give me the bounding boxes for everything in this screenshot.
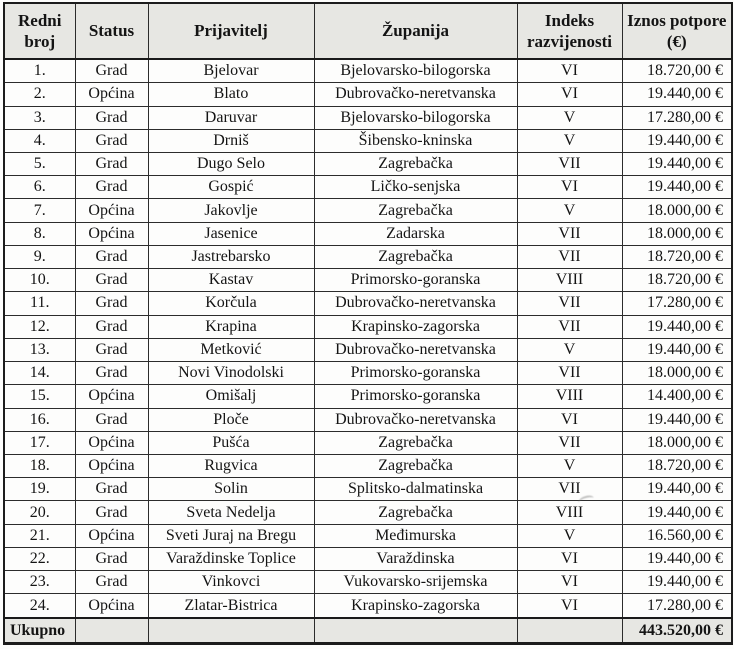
cell-status: Grad <box>75 315 148 338</box>
cell-iznos: 16.560,00 € <box>622 524 732 547</box>
cell-indeks: V <box>517 338 622 361</box>
cell-redni-broj: 5. <box>4 152 75 175</box>
cell-iznos: 19.440,00 € <box>622 83 732 106</box>
total-empty-prijavitelj <box>148 618 314 644</box>
cell-redni-broj: 14. <box>4 362 75 385</box>
cell-indeks: VII <box>517 362 622 385</box>
cell-prijavitelj: Metković <box>148 338 314 361</box>
cell-prijavitelj: Bjelovar <box>148 59 314 83</box>
cell-status: Općina <box>75 385 148 408</box>
table-row <box>4 408 732 431</box>
cell-redni-broj: 15. <box>4 385 75 408</box>
cell-zupanija: Bjelovarsko-bilogorska <box>314 106 517 129</box>
cell-iznos: 17.280,00 € <box>622 594 732 618</box>
cell-zupanija: Krapinsko-zagorska <box>314 594 517 618</box>
cell-iznos: 19.440,00 € <box>622 176 732 199</box>
cell-iznos: 18.720,00 € <box>622 59 732 83</box>
table-header <box>4 3 732 59</box>
cell-zupanija: Dubrovačko-neretvanska <box>314 292 517 315</box>
cell-redni-broj: 16. <box>4 408 75 431</box>
cell-indeks: V <box>517 106 622 129</box>
cell-indeks: VII <box>517 222 622 245</box>
cell-indeks: VII <box>517 245 622 268</box>
cell-redni-broj: 21. <box>4 524 75 547</box>
table-row <box>4 83 732 106</box>
cell-prijavitelj: Sveta Nedelja <box>148 501 314 524</box>
cell-indeks: VI <box>517 547 622 570</box>
table-row <box>4 594 732 618</box>
cell-redni-broj: 20. <box>4 501 75 524</box>
cell-iznos: 18.000,00 € <box>622 222 732 245</box>
cell-prijavitelj: Daruvar <box>148 106 314 129</box>
table-row <box>4 524 732 547</box>
cell-zupanija: Zagrebačka <box>314 455 517 478</box>
cell-indeks: V <box>517 199 622 222</box>
cell-prijavitelj: Krapina <box>148 315 314 338</box>
cell-iznos: 19.440,00 € <box>622 315 732 338</box>
cell-iznos: 18.720,00 € <box>622 269 732 292</box>
cell-redni-broj: 7. <box>4 199 75 222</box>
cell-indeks: V <box>517 524 622 547</box>
column-header-status: Status <box>75 3 148 59</box>
cell-indeks: V <box>517 455 622 478</box>
cell-redni-broj: 10. <box>4 269 75 292</box>
table-row <box>4 152 732 175</box>
cell-iznos: 18.000,00 € <box>622 431 732 454</box>
cell-status: Općina <box>75 222 148 245</box>
cell-status: Grad <box>75 338 148 361</box>
cell-status: Općina <box>75 83 148 106</box>
cell-indeks: VI <box>517 59 622 83</box>
table-row <box>4 455 732 478</box>
cell-zupanija: Primorsko-goranska <box>314 269 517 292</box>
cell-status: Grad <box>75 106 148 129</box>
cell-zupanija: Primorsko-goranska <box>314 362 517 385</box>
cell-redni-broj: 17. <box>4 431 75 454</box>
table-row <box>4 478 732 501</box>
cell-prijavitelj: Zlatar-Bistrica <box>148 594 314 618</box>
cell-prijavitelj: Ploče <box>148 408 314 431</box>
table-row <box>4 571 732 594</box>
cell-indeks: VII <box>517 152 622 175</box>
cell-zupanija: Zagrebačka <box>314 245 517 268</box>
cell-indeks: VII <box>517 292 622 315</box>
cell-indeks: VI <box>517 571 622 594</box>
cell-status: Grad <box>75 408 148 431</box>
cell-redni-broj: 23. <box>4 571 75 594</box>
cell-iznos: 19.440,00 € <box>622 408 732 431</box>
cell-prijavitelj: Omišalj <box>148 385 314 408</box>
cell-zupanija: Dubrovačko-neretvanska <box>314 338 517 361</box>
cell-iznos: 19.440,00 € <box>622 571 732 594</box>
cell-iznos: 18.000,00 € <box>622 362 732 385</box>
table-row <box>4 199 732 222</box>
grant-table <box>3 2 733 645</box>
cell-zupanija: Bjelovarsko-bilogorska <box>314 59 517 83</box>
cell-status: Grad <box>75 269 148 292</box>
cell-indeks: VII <box>517 431 622 454</box>
total-row <box>4 618 732 644</box>
table-row <box>4 222 732 245</box>
cell-prijavitelj: Jakovlje <box>148 199 314 222</box>
cell-redni-broj: 1. <box>4 59 75 83</box>
cell-zupanija: Vukovarsko-srijemska <box>314 571 517 594</box>
cell-status: Grad <box>75 176 148 199</box>
cell-prijavitelj: Dugo Selo <box>148 152 314 175</box>
cell-iznos: 14.400,00 € <box>622 385 732 408</box>
cell-redni-broj: 8. <box>4 222 75 245</box>
cell-prijavitelj: Blato <box>148 83 314 106</box>
cell-redni-broj: 3. <box>4 106 75 129</box>
cell-iznos: 19.440,00 € <box>622 338 732 361</box>
total-amount: 443.520,00 € <box>622 618 732 644</box>
cell-indeks: VIII <box>517 385 622 408</box>
cell-iznos: 19.440,00 € <box>622 152 732 175</box>
cell-prijavitelj: Pušća <box>148 431 314 454</box>
column-header-zupanija: Županija <box>314 3 517 59</box>
cell-prijavitelj: Sveti Juraj na Bregu <box>148 524 314 547</box>
cell-indeks: V <box>517 129 622 152</box>
cell-indeks: VI <box>517 83 622 106</box>
cell-redni-broj: 18. <box>4 455 75 478</box>
cell-prijavitelj: Vinkovci <box>148 571 314 594</box>
cell-iznos: 19.440,00 € <box>622 478 732 501</box>
cell-iznos: 17.280,00 € <box>622 292 732 315</box>
cell-status: Grad <box>75 501 148 524</box>
cell-prijavitelj: Solin <box>148 478 314 501</box>
table-row <box>4 106 732 129</box>
total-empty-zupanija <box>314 618 517 644</box>
cell-prijavitelj: Rugvica <box>148 455 314 478</box>
table-row <box>4 315 732 338</box>
table-row <box>4 431 732 454</box>
column-header-prijavitelj: Prijavitelj <box>148 3 314 59</box>
cell-indeks: VI <box>517 408 622 431</box>
cell-redni-broj: 9. <box>4 245 75 268</box>
cell-zupanija: Šibensko-kninska <box>314 129 517 152</box>
table-row <box>4 501 732 524</box>
cell-prijavitelj: Varaždinske Toplice <box>148 547 314 570</box>
cell-status: Općina <box>75 524 148 547</box>
cell-redni-broj: 22. <box>4 547 75 570</box>
table-row <box>4 176 732 199</box>
cell-redni-broj: 13. <box>4 338 75 361</box>
cell-redni-broj: 19. <box>4 478 75 501</box>
table-row <box>4 338 732 361</box>
cell-zupanija: Dubrovačko-neretvanska <box>314 408 517 431</box>
cell-zupanija: Krapinsko-zagorska <box>314 315 517 338</box>
table-row <box>4 269 732 292</box>
table-row <box>4 385 732 408</box>
cell-status: Grad <box>75 59 148 83</box>
cell-indeks: VIII <box>517 269 622 292</box>
column-header-iznos: Iznos potpore (€) <box>622 3 732 59</box>
cell-zupanija: Zagrebačka <box>314 152 517 175</box>
total-label: Ukupno <box>4 618 75 644</box>
cell-iznos: 18.720,00 € <box>622 245 732 268</box>
cell-prijavitelj: Jastrebarsko <box>148 245 314 268</box>
cell-status: Grad <box>75 547 148 570</box>
column-header-redni-broj: Redni broj <box>4 3 75 59</box>
cell-indeks: VI <box>517 176 622 199</box>
total-empty-indeks <box>517 618 622 644</box>
cell-redni-broj: 12. <box>4 315 75 338</box>
cell-prijavitelj: Jasenice <box>148 222 314 245</box>
cell-iznos: 17.280,00 € <box>622 106 732 129</box>
cell-iznos: 19.440,00 € <box>622 501 732 524</box>
cell-zupanija: Dubrovačko-neretvanska <box>314 83 517 106</box>
table-row <box>4 129 732 152</box>
cell-status: Grad <box>75 571 148 594</box>
cell-status: Općina <box>75 455 148 478</box>
table-row <box>4 362 732 385</box>
cell-prijavitelj: Gospić <box>148 176 314 199</box>
table-row <box>4 547 732 570</box>
cell-status: Grad <box>75 292 148 315</box>
cell-zupanija: Varaždinska <box>314 547 517 570</box>
cell-zupanija: Splitsko-dalmatinska <box>314 478 517 501</box>
cell-prijavitelj: Kastav <box>148 269 314 292</box>
column-header-indeks: Indeks razvijenosti <box>517 3 622 59</box>
total-empty-status <box>75 618 148 644</box>
cell-status: Općina <box>75 431 148 454</box>
cell-indeks: VII <box>517 478 622 501</box>
cell-indeks: VI <box>517 594 622 618</box>
cell-status: Grad <box>75 362 148 385</box>
header-row <box>4 3 732 59</box>
cell-zupanija: Zagrebačka <box>314 199 517 222</box>
table-row <box>4 245 732 268</box>
cell-status: Općina <box>75 199 148 222</box>
cell-prijavitelj: Novi Vinodolski <box>148 362 314 385</box>
cell-iznos: 19.440,00 € <box>622 129 732 152</box>
cell-zupanija: Zadarska <box>314 222 517 245</box>
table-footer <box>4 618 732 644</box>
cell-iznos: 18.000,00 € <box>622 199 732 222</box>
cell-status: Grad <box>75 129 148 152</box>
cell-prijavitelj: Drniš <box>148 129 314 152</box>
cell-redni-broj: 6. <box>4 176 75 199</box>
cell-status: Grad <box>75 152 148 175</box>
cell-iznos: 19.440,00 € <box>622 547 732 570</box>
cell-redni-broj: 11. <box>4 292 75 315</box>
cell-redni-broj: 2. <box>4 83 75 106</box>
cell-iznos: 18.720,00 € <box>622 455 732 478</box>
table-row <box>4 292 732 315</box>
cell-zupanija: Primorsko-goranska <box>314 385 517 408</box>
table-row <box>4 59 732 83</box>
cell-status: Grad <box>75 245 148 268</box>
cell-status: Općina <box>75 594 148 618</box>
cell-zupanija: Zagrebačka <box>314 431 517 454</box>
cell-indeks: VII <box>517 315 622 338</box>
cell-redni-broj: 4. <box>4 129 75 152</box>
cell-prijavitelj: Korčula <box>148 292 314 315</box>
cell-redni-broj: 24. <box>4 594 75 618</box>
cell-zupanija: Zagrebačka <box>314 501 517 524</box>
table-body <box>4 59 732 618</box>
cell-status: Grad <box>75 478 148 501</box>
cell-indeks: VIII <box>517 501 622 524</box>
cell-zupanija: Ličko-senjska <box>314 176 517 199</box>
cell-zupanija: Međimurska <box>314 524 517 547</box>
